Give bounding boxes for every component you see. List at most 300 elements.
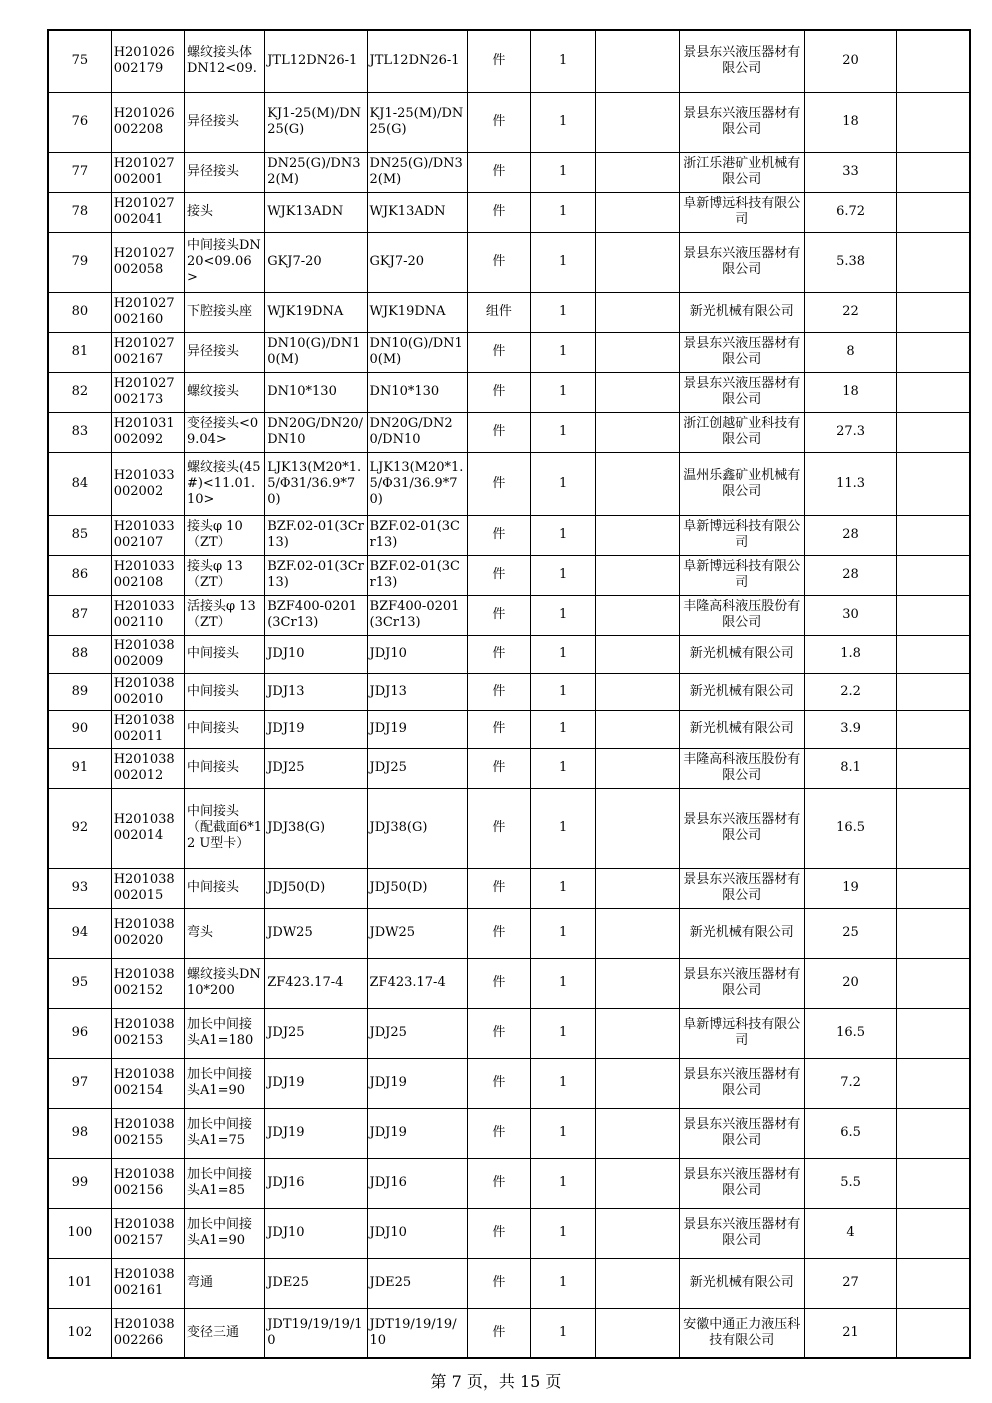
part-code-cell: H201038002266 [111,1308,184,1358]
row-number-cell: 96 [48,1008,111,1058]
supplier-cell: 景县东兴液压器材有限公司 [679,1108,804,1158]
note-cell [596,1158,679,1208]
unit-price-cell: 18 [804,372,896,412]
model-cell: DN20G/DN20/DN10 [367,412,467,452]
spec-cell: DN25(G)/DN32(M) [265,152,367,192]
spec-cell: DN20G/DN20/DN10 [265,412,367,452]
part-name-cell: 中间接头 [184,635,264,673]
table-row [48,192,970,232]
part-name-cell: 加长中间接头A1=90 [184,1208,264,1258]
row-number-cell: 92 [48,788,111,868]
row-number-cell: 85 [48,515,111,555]
unit-cell: 件 [467,710,530,748]
part-name-cell: 接头φ 13（ZT） [184,555,264,595]
table-row [48,332,970,372]
quantity-cell: 1 [531,1258,596,1308]
table-row [48,1258,970,1308]
part-code-cell: H201038002161 [111,1258,184,1308]
remark-cell [897,908,970,958]
unit-cell: 件 [467,788,530,868]
unit-price-cell: 20 [804,30,896,92]
spec-cell: KJ1-25(M)/DN25(G) [265,92,367,152]
note-cell [596,788,679,868]
part-code-cell: H201027002167 [111,332,184,372]
part-name-cell: 加长中间接头A1=90 [184,1058,264,1108]
table-row [48,635,970,673]
note-cell [596,635,679,673]
note-cell [596,412,679,452]
supplier-cell: 阜新博远科技有限公司 [679,192,804,232]
supplier-cell: 新光机械有限公司 [679,635,804,673]
parts-table [47,29,971,1359]
quantity-cell: 1 [531,595,596,635]
note-cell [596,1008,679,1058]
remark-cell [897,192,970,232]
unit-price-cell: 16.5 [804,788,896,868]
table-row [48,555,970,595]
quantity-cell: 1 [531,710,596,748]
table-body [48,30,970,1358]
unit-cell: 件 [467,673,530,710]
note-cell [596,1208,679,1258]
spec-cell: BZF.02-01(3Cr13) [265,515,367,555]
spec-cell: BZF.02-01(3Cr13) [265,555,367,595]
supplier-cell: 阜新博远科技有限公司 [679,1008,804,1058]
part-code-cell: H201038002152 [111,958,184,1008]
note-cell [596,192,679,232]
remark-cell [897,635,970,673]
remark-cell [897,710,970,748]
part-name-cell: 异径接头 [184,92,264,152]
remark-cell [897,595,970,635]
unit-cell: 件 [467,1208,530,1258]
table-row [48,372,970,412]
quantity-cell: 1 [531,788,596,868]
model-cell: LJK13(M20*1.5/Φ31/36.9*70) [367,452,467,515]
unit-price-cell: 28 [804,555,896,595]
table-row [48,748,970,788]
remark-cell [897,1208,970,1258]
part-code-cell: H201026002208 [111,92,184,152]
note-cell [596,710,679,748]
unit-cell: 件 [467,152,530,192]
model-cell: JDJ19 [367,710,467,748]
unit-price-cell: 2.2 [804,673,896,710]
unit-cell: 件 [467,908,530,958]
spec-cell: JDE25 [265,1258,367,1308]
unit-price-cell: 18 [804,92,896,152]
unit-cell: 件 [467,635,530,673]
table-row [48,92,970,152]
supplier-cell: 阜新博远科技有限公司 [679,515,804,555]
part-name-cell: 下腔接头座 [184,292,264,332]
table-row [48,908,970,958]
part-code-cell: H201038002009 [111,635,184,673]
quantity-cell: 1 [531,515,596,555]
unit-cell: 件 [467,192,530,232]
row-number-cell: 99 [48,1158,111,1208]
row-number-cell: 78 [48,192,111,232]
supplier-cell: 丰隆高科液压股份有限公司 [679,748,804,788]
supplier-cell: 浙江创越矿业科技有限公司 [679,412,804,452]
remark-cell [897,232,970,292]
row-number-cell: 86 [48,555,111,595]
part-code-cell: H201038002154 [111,1058,184,1108]
model-cell: JDJ25 [367,748,467,788]
remark-cell [897,372,970,412]
unit-price-cell: 1.8 [804,635,896,673]
supplier-cell: 丰隆高科液压股份有限公司 [679,595,804,635]
unit-cell: 件 [467,958,530,1008]
supplier-cell: 景县东兴液压器材有限公司 [679,372,804,412]
note-cell [596,372,679,412]
note-cell [596,595,679,635]
unit-price-cell: 3.9 [804,710,896,748]
part-code-cell: H201027002160 [111,292,184,332]
note-cell [596,1058,679,1108]
part-name-cell: 变径三通 [184,1308,264,1358]
spec-cell: JDJ25 [265,748,367,788]
part-code-cell: H201038002014 [111,788,184,868]
note-cell [596,1308,679,1358]
page-footer: 第 7 页，共 15 页 [430,1372,562,1391]
quantity-cell: 1 [531,748,596,788]
spec-cell: JDT19/19/19/10 [265,1308,367,1358]
remark-cell [897,1008,970,1058]
spec-cell: WJK19DNA [265,292,367,332]
quantity-cell: 1 [531,152,596,192]
supplier-cell: 景县东兴液压器材有限公司 [679,30,804,92]
table-row [48,412,970,452]
supplier-cell: 景县东兴液压器材有限公司 [679,92,804,152]
supplier-cell: 景县东兴液压器材有限公司 [679,232,804,292]
supplier-cell: 温州乐鑫矿业机械有限公司 [679,452,804,515]
quantity-cell: 1 [531,1108,596,1158]
quantity-cell: 1 [531,412,596,452]
supplier-cell: 景县东兴液压器材有限公司 [679,958,804,1008]
row-number-cell: 88 [48,635,111,673]
table-row [48,30,970,92]
part-name-cell: 弯通 [184,1258,264,1308]
unit-cell: 件 [467,1008,530,1058]
model-cell: JDJ10 [367,635,467,673]
note-cell [596,868,679,908]
table-row [48,788,970,868]
remark-cell [897,1108,970,1158]
row-number-cell: 93 [48,868,111,908]
note-cell [596,152,679,192]
spec-cell: LJK13(M20*1.5/Φ31/36.9*70) [265,452,367,515]
table-row [48,595,970,635]
part-name-cell: 中间接头 [184,748,264,788]
quantity-cell: 1 [531,673,596,710]
unit-price-cell: 8 [804,332,896,372]
table-row [48,515,970,555]
unit-cell: 件 [467,868,530,908]
quantity-cell: 1 [531,452,596,515]
spec-cell: ZF423.17-4 [265,958,367,1008]
unit-price-cell: 5.5 [804,1158,896,1208]
table-row [48,1008,970,1058]
spec-cell: DN10*130 [265,372,367,412]
model-cell: JDJ19 [367,1108,467,1158]
model-cell: DN25(G)/DN32(M) [367,152,467,192]
table-row [48,958,970,1008]
unit-cell: 件 [467,1258,530,1308]
unit-price-cell: 30 [804,595,896,635]
part-name-cell: 中间接头 [184,868,264,908]
part-code-cell: H201038002156 [111,1158,184,1208]
row-number-cell: 89 [48,673,111,710]
spec-cell: JDJ38(G) [265,788,367,868]
unit-price-cell: 33 [804,152,896,192]
unit-cell: 件 [467,595,530,635]
model-cell: ZF423.17-4 [367,958,467,1008]
part-name-cell: 螺纹接头(45#)<11.01.10> [184,452,264,515]
remark-cell [897,868,970,908]
unit-cell: 件 [467,1108,530,1158]
unit-cell: 件 [467,555,530,595]
table-row [48,292,970,332]
unit-price-cell: 8.1 [804,748,896,788]
row-number-cell: 80 [48,292,111,332]
unit-price-cell: 19 [804,868,896,908]
model-cell: JDJ19 [367,1058,467,1108]
model-cell: JDJ16 [367,1158,467,1208]
part-name-cell: 螺纹接头 [184,372,264,412]
part-code-cell: H201038002011 [111,710,184,748]
quantity-cell: 1 [531,868,596,908]
remark-cell [897,92,970,152]
supplier-cell: 新光机械有限公司 [679,710,804,748]
spec-cell: JDJ19 [265,1108,367,1158]
unit-price-cell: 27 [804,1258,896,1308]
table-row [48,673,970,710]
unit-price-cell: 16.5 [804,1008,896,1058]
part-name-cell: 弯头 [184,908,264,958]
note-cell [596,332,679,372]
quantity-cell: 1 [531,332,596,372]
note-cell [596,908,679,958]
part-code-cell: H201038002010 [111,673,184,710]
note-cell [596,673,679,710]
row-number-cell: 102 [48,1308,111,1358]
model-cell: DN10*130 [367,372,467,412]
model-cell: JDJ13 [367,673,467,710]
model-cell: KJ1-25(M)/DN25(G) [367,92,467,152]
part-code-cell: H201033002108 [111,555,184,595]
part-code-cell: H201038002020 [111,908,184,958]
supplier-cell: 景县东兴液压器材有限公司 [679,332,804,372]
note-cell [596,1258,679,1308]
row-number-cell: 75 [48,30,111,92]
remark-cell [897,30,970,92]
supplier-cell: 景县东兴液压器材有限公司 [679,1208,804,1258]
remark-cell [897,1058,970,1108]
unit-cell: 件 [467,1158,530,1208]
row-number-cell: 81 [48,332,111,372]
part-code-cell: H201038002153 [111,1008,184,1058]
remark-cell [897,452,970,515]
spec-cell: DN10(G)/DN10(M) [265,332,367,372]
table-row [48,1308,970,1358]
remark-cell [897,555,970,595]
part-code-cell: H201027002173 [111,372,184,412]
supplier-cell: 新光机械有限公司 [679,673,804,710]
spec-cell: WJK13ADN [265,192,367,232]
unit-cell: 组件 [467,292,530,332]
quantity-cell: 1 [531,1158,596,1208]
row-number-cell: 100 [48,1208,111,1258]
model-cell: JDJ25 [367,1008,467,1058]
remark-cell [897,748,970,788]
part-name-cell: 中间接头 [184,710,264,748]
part-code-cell: H201027002058 [111,232,184,292]
table-row [48,1158,970,1208]
part-name-cell: 中间接头DN20<09.06> [184,232,264,292]
quantity-cell: 1 [531,1308,596,1358]
part-name-cell: 接头 [184,192,264,232]
unit-price-cell: 25 [804,908,896,958]
remark-cell [897,515,970,555]
remark-cell [897,1308,970,1358]
note-cell [596,1108,679,1158]
row-number-cell: 76 [48,92,111,152]
table-row [48,152,970,192]
quantity-cell: 1 [531,1058,596,1108]
supplier-cell: 新光机械有限公司 [679,292,804,332]
row-number-cell: 101 [48,1258,111,1308]
model-cell: JDJ50(D) [367,868,467,908]
part-name-cell: 加长中间接头A1=85 [184,1158,264,1208]
part-name-cell: 加长中间接头A1=75 [184,1108,264,1158]
part-code-cell: H201038002157 [111,1208,184,1258]
row-number-cell: 91 [48,748,111,788]
unit-price-cell: 6.72 [804,192,896,232]
remark-cell [897,958,970,1008]
unit-price-cell: 28 [804,515,896,555]
note-cell [596,515,679,555]
quantity-cell: 1 [531,958,596,1008]
table-row [48,1208,970,1258]
model-cell: JDT19/19/19/10 [367,1308,467,1358]
unit-price-cell: 11.3 [804,452,896,515]
row-number-cell: 97 [48,1058,111,1108]
part-name-cell: 异径接头 [184,152,264,192]
table-row [48,710,970,748]
table-row [48,232,970,292]
model-cell: WJK13ADN [367,192,467,232]
model-cell: JDE25 [367,1258,467,1308]
remark-cell [897,788,970,868]
quantity-cell: 1 [531,908,596,958]
unit-cell: 件 [467,515,530,555]
unit-cell: 件 [467,412,530,452]
unit-price-cell: 5.38 [804,232,896,292]
row-number-cell: 98 [48,1108,111,1158]
quantity-cell: 1 [531,1008,596,1058]
unit-price-cell: 4 [804,1208,896,1258]
model-cell: JTL12DN26-1 [367,30,467,92]
unit-cell: 件 [467,92,530,152]
unit-price-cell: 27.3 [804,412,896,452]
row-number-cell: 94 [48,908,111,958]
unit-cell: 件 [467,332,530,372]
unit-cell: 件 [467,452,530,515]
note-cell [596,92,679,152]
part-name-cell: 异径接头 [184,332,264,372]
model-cell: BZF400-0201(3Cr13) [367,595,467,635]
row-number-cell: 90 [48,710,111,748]
model-cell: JDJ38(G) [367,788,467,868]
model-cell: GKJ7-20 [367,232,467,292]
quantity-cell: 1 [531,30,596,92]
unit-price-cell: 22 [804,292,896,332]
quantity-cell: 1 [531,92,596,152]
row-number-cell: 77 [48,152,111,192]
part-name-cell: 中间接头 [184,673,264,710]
part-name-cell: 活接头φ 13（ZT） [184,595,264,635]
unit-price-cell: 20 [804,958,896,1008]
note-cell [596,555,679,595]
quantity-cell: 1 [531,232,596,292]
part-code-cell: H201038002015 [111,868,184,908]
table-row [48,1108,970,1158]
quantity-cell: 1 [531,192,596,232]
spec-cell: JDJ19 [265,1058,367,1108]
quantity-cell: 1 [531,292,596,332]
unit-cell: 件 [467,30,530,92]
row-number-cell: 83 [48,412,111,452]
supplier-cell: 新光机械有限公司 [679,908,804,958]
spec-cell: JDJ10 [265,635,367,673]
part-name-cell: 变径接头<09.04> [184,412,264,452]
supplier-cell: 浙江乐港矿业机械有限公司 [679,152,804,192]
note-cell [596,958,679,1008]
part-name-cell: 接头φ 10（ZT） [184,515,264,555]
supplier-cell: 景县东兴液压器材有限公司 [679,1158,804,1208]
table-row [48,868,970,908]
spec-cell: JTL12DN26-1 [265,30,367,92]
row-number-cell: 95 [48,958,111,1008]
spec-cell: JDJ50(D) [265,868,367,908]
note-cell [596,232,679,292]
note-cell [596,748,679,788]
note-cell [596,452,679,515]
supplier-cell: 景县东兴液压器材有限公司 [679,788,804,868]
part-name-cell: 中间接头（配截面6*12 U型卡） [184,788,264,868]
row-number-cell: 87 [48,595,111,635]
quantity-cell: 1 [531,372,596,412]
model-cell: DN10(G)/DN10(M) [367,332,467,372]
unit-cell: 件 [467,1058,530,1108]
model-cell: JDJ10 [367,1208,467,1258]
row-number-cell: 84 [48,452,111,515]
remark-cell [897,332,970,372]
supplier-cell: 新光机械有限公司 [679,1258,804,1308]
model-cell: JDW25 [367,908,467,958]
model-cell: BZF.02-01(3Cr13) [367,555,467,595]
spec-cell: JDJ10 [265,1208,367,1258]
row-number-cell: 79 [48,232,111,292]
part-code-cell: H201026002179 [111,30,184,92]
table-row [48,452,970,515]
model-cell: WJK19DNA [367,292,467,332]
spec-cell: JDJ13 [265,673,367,710]
spec-cell: JDW25 [265,908,367,958]
unit-price-cell: 21 [804,1308,896,1358]
spec-cell: JDJ25 [265,1008,367,1058]
